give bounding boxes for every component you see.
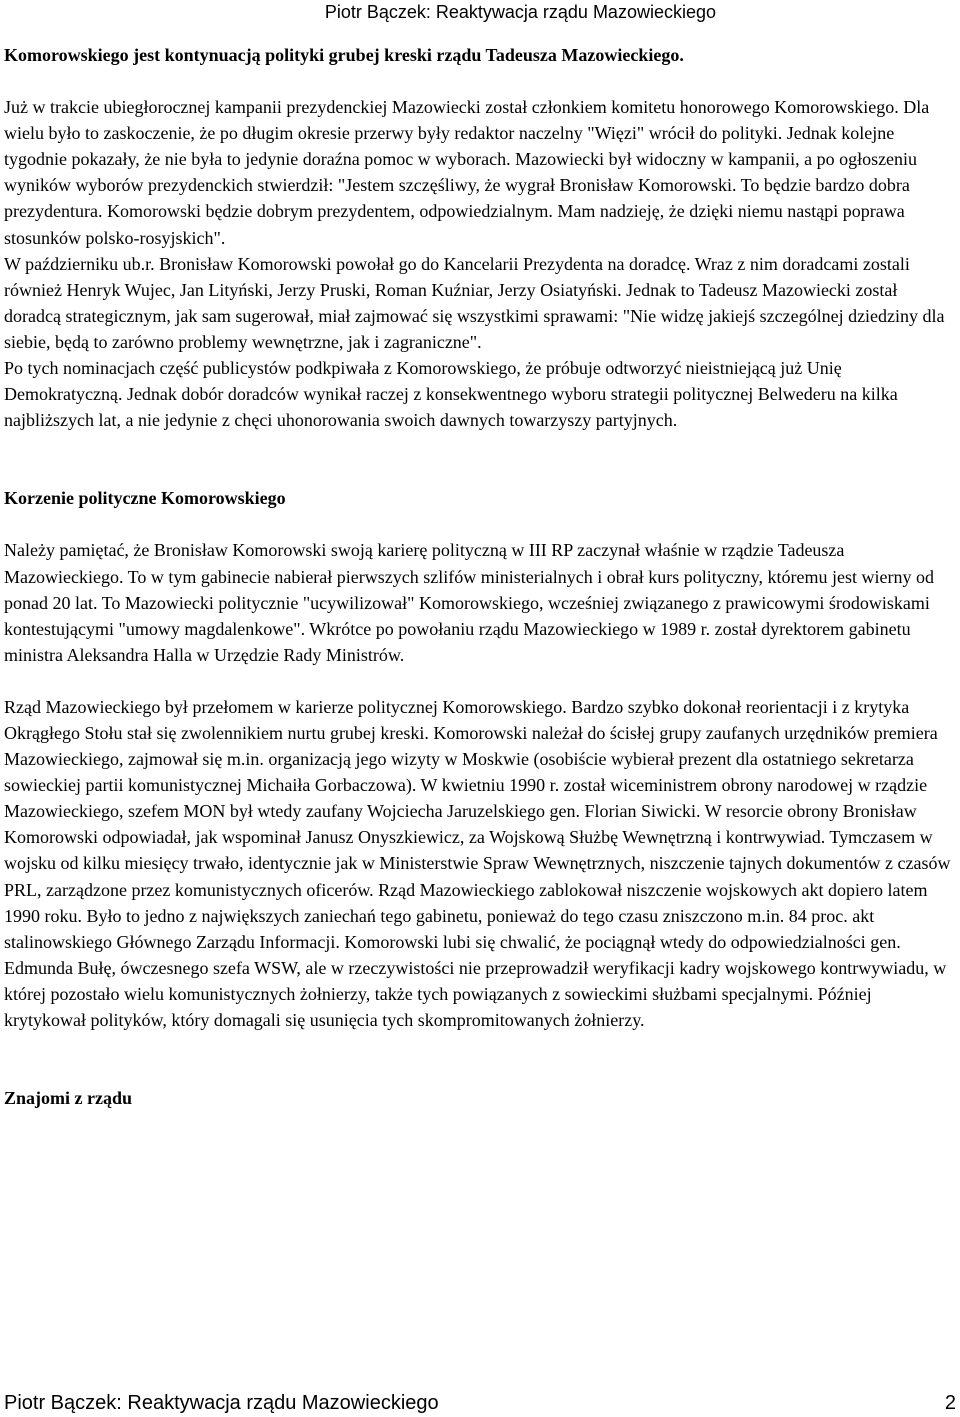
spacer bbox=[4, 1033, 956, 1085]
page-number: 2 bbox=[944, 1392, 956, 1414]
running-header bbox=[325, 0, 716, 28]
lead-text: Komorowskiego jest kontynuacją polityki grubej kreski rządu Tadeusza Mazowieckiego. bbox=[4, 45, 684, 65]
spacer bbox=[4, 511, 956, 537]
article-body bbox=[4, 42, 956, 1111]
section-heading: Znajomi z rządu bbox=[4, 1088, 132, 1109]
section-heading: Korzenie polityczne Komorowskiego bbox=[4, 488, 286, 509]
paragraph: Po tych nominacjach część publicystów podkpiwała z Komorowskiego, że próbuje odtworzyć nieistniejącą już Unię Demokratyczną. Jednak dobór doradców wynikał raczej z konsekwentnego wyboru strategii politycznej Belwederu na kilka najbliższych lat, a nie jedynie z chęci uhonorowania swoich dawnych towarzyszy partyjnych. bbox=[4, 358, 898, 431]
paragraph: Rząd Mazowieckiego był przełomem w karierze politycznej Komorowskiego. Bardzo szybko dokonał reorientacji i z krytyka Okrągłego Stołu stał się zwolennikiem nurtu grubej kreski. Komorowski należał do ścisłej grupy zaufanych urzędników premiera Mazowieckiego, zajmował się m.in. organizacją jego wizyty w Moskwie (osobiście wybierał prezent dla ostatniego sekretarza sowieckiej partii komunistycznej Michaiła Gorbaczowa). W kwietniu 1990 r. został wiceministrem obrony narodowej w rządzie Mazowieckiego, szefem MON był wtedy zaufany Wojciecha Jaruzelskiego gen. Florian Siwicki. W resorcie obrony Bronisław Komorowski odpowiadał, jak wspominał Janusz Onyszkiewicz, za Wojskową Służbę Wewnętrzną i kontrwywiad. Tymczasem w wojsku od kilku miesięcy trwało, identycznie jak w Ministerstwie Spraw Wewnętrznych, niszczenie tajnych dokumentów z czasów PRL, zarządzone przez komunistycznych oficerów. Rząd Mazowieckiego zablokował niszczenie wojskowych akt dopiero latem 1990 roku. Było to jedno z największych zaniechań tego gabinetu, ponieważ do tego czasu zniszczono m.in. 84 proc. akt stalinowskiego Głównego Zarządu Informacji. Komorowski lubi się chwalić, że pociągnął wtedy do odpowiedzialności gen. Edmunda Bułę, ówczesnego szefa WSW, ale w rzeczywistości nie przeprowadził weryfikacji kadry wojskowego kontrwywiadu, w której pozostało wielu komunistycznych żołnierzy, także tych powiązanych z sowieckimi służbami specjalnymi. Później krytykował polityków, który domagali się usunięcia tych skompromitowanych żołnierzy. bbox=[4, 696, 951, 1030]
paragraph: W październiku ub.r. Bronisław Komorowski powołał go do Kancelarii Prezydenta na doradcę. Wraz z nim doradcami zostali również Henryk Wujec, Jan Lityński, Jerzy Pruski, Roman Kuźniar, Jerzy Osiatyński. Jednak to Tadeusz Mazowiecki został doradcą strategicznym, jak sam sugerował, miał zajmować się wszystkimi sprawami: "Nie widzę jakiejś szczególnej dziedziny dla siebie, będą to zarówno problemy wewnętrzne, jak i zagraniczne". bbox=[4, 253, 945, 352]
spacer bbox=[4, 668, 956, 694]
spacer bbox=[4, 433, 956, 485]
paragraph: Należy pamiętać, że Bronisław Komorowski swoją karierę polityczną w III RP zaczynał właśnie w rządzie Tadeusza Mazowieckiego. To w tym gabinecie nabierał pierwszych szlifów ministerialnych i obrał kurs polityczny, któremu jest wierny od ponad 20 lat. To Mazowiecki politycznie "ucywilizował" Komorowskiego, wcześniej związanego z prawicowymi środowiskami kontestującymi "umowy magdalenkowe". Wkrótce po powołaniu rządu Mazowieckiego w 1989 r. został dyrektorem gabinetu ministra Aleksandra Halla w Urzędzie Rady Ministrów. bbox=[4, 540, 934, 665]
running-header-title: Piotr Bączek: Reaktywacja rządu Mazowieckiego bbox=[324, 2, 716, 22]
page-footer bbox=[4, 1389, 956, 1417]
spacer bbox=[4, 68, 956, 94]
footer-title: Piotr Bączek: Reaktywacja rządu Mazowieckiego bbox=[4, 1392, 439, 1414]
paragraph: Już w trakcie ubiegłorocznej kampanii prezydenckiej Mazowiecki został członkiem komitetu honorowego Komorowskiego. Dla wielu było to zaskoczenie, że po długim okresie przerwy były redaktor naczelny "Więzi" wrócił do polityki. Jednak kolejne tygodnie pokazały, że nie była to jedynie doraźna pomoc w wyborach. Mazowiecki był widoczny w kampanii, a po ogłoszeniu wyników wyborów prezydenckich stwierdził: "Jestem szczęśliwy, że wygrał Bronisław Komorowski. To będzie bardzo dobra prezydentura. Komorowski będzie dobrym prezydentem, odpowiedzialnym. Mam nadzieję, że dzięki niemu nastąpi poprawa stosunków polsko-rosyjskich". bbox=[4, 97, 930, 248]
